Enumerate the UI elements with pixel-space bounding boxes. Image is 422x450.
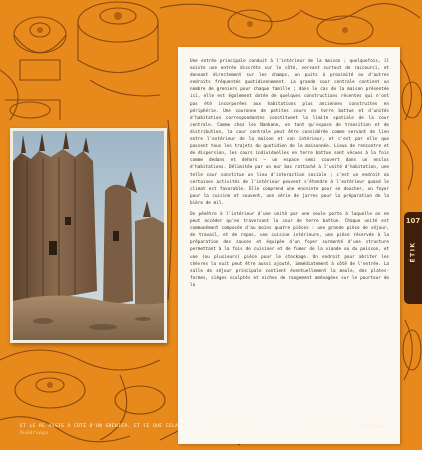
article-text-panel	[178, 47, 400, 444]
section-label: ÉTIK	[409, 241, 417, 263]
page-side-tab	[404, 212, 422, 304]
granary-photo	[10, 128, 167, 343]
body-paragraph-1: Une entrée principale conduit à l'intérieur de la maison ; quelquefois, il existe une entrée discrète sur le côté, servant surtout de raccourci, et donnant directement sur les champs, un puits à proximité ou d'autres endroits fréquentés quotidiennement. La grande cour centrale contient un nombre de greniers pour chaque famille ; dans le cas de la maison présentée ici, elle est également dotée de quelques constructions récentes qui n'ont pas été incorporées aux habitations plus anciennes construites en périphérie. Une couronne de petites cours en terre battue et d'unités d'habitation correspondantes constituent la limite spatiale de la cour centrale. Comme chez les Nankane, en tant qu'espace de transition et de distribution, la cour centrale peut être considérée comme servant de lien entre l'extérieur de la maison et son intérieur, et c'est par elle que passent tous les trajets du quotidien de la maisonnée. Lieux de rencontre et de dispersion, les cours individuelles en terre battue sont vécues à la fois comme dedans et dehors – un espace semi couvert dans un enclos d'habitations. Délimitée par un mur bas rattaché à l'unité d'habitation, une telle cour constitue un lieu d'interaction sociale ; c'est un endroit où certaines activités de l'intérieur peuvent s'étendre à l'extérieur quand le climat est favorable. Elle comprend une enceinte pour se doucher, un foyer pour la cuisine et souvent, une série de jarres pour la préparation de la bière de mil.	[190, 59, 390, 206]
quote-credit: — Saidou Ouédraogo	[20, 424, 385, 436]
granary-photo-image	[13, 131, 164, 340]
body-paragraph-2: On pénètre à l'intérieur d'une unité par une seule porte à laquelle on ne peut accéder qu'en traversant la cour de terre battue. Chaque unité est communément composée d'au moins quatre pièces : une grande pièce de séjour, de travail, et de repos, une cuisine intérieure, une pièce réservée à la préparation des sauces et équipée d'un foyer surmonté d'une structure permettant à la fois de cuisiner et de fumer de la viande ou du poisson, et une (ou plusieurs) pièce pour le stockage. Un endroit pour abriter les chèvres la nuit peut être aussi ajouté, immédiatement à côté de l'entrée. La salle de séjour principale contient éventuellement la meule, des plates-formes, sièges sculptés et niches de rangement aménagées sur le pourtour de la	[190, 211, 390, 288]
page-number: 107	[405, 217, 421, 225]
quote-text: ET LE RE ASSIS À CÔTÉ D'UN GRENIER, ET CE QUE CELA TE FAIT CONNAÎTRE CE QUI EST À L'INTÉRIEUR DU GRENIER »	[20, 424, 356, 429]
quote-caption	[20, 423, 400, 437]
